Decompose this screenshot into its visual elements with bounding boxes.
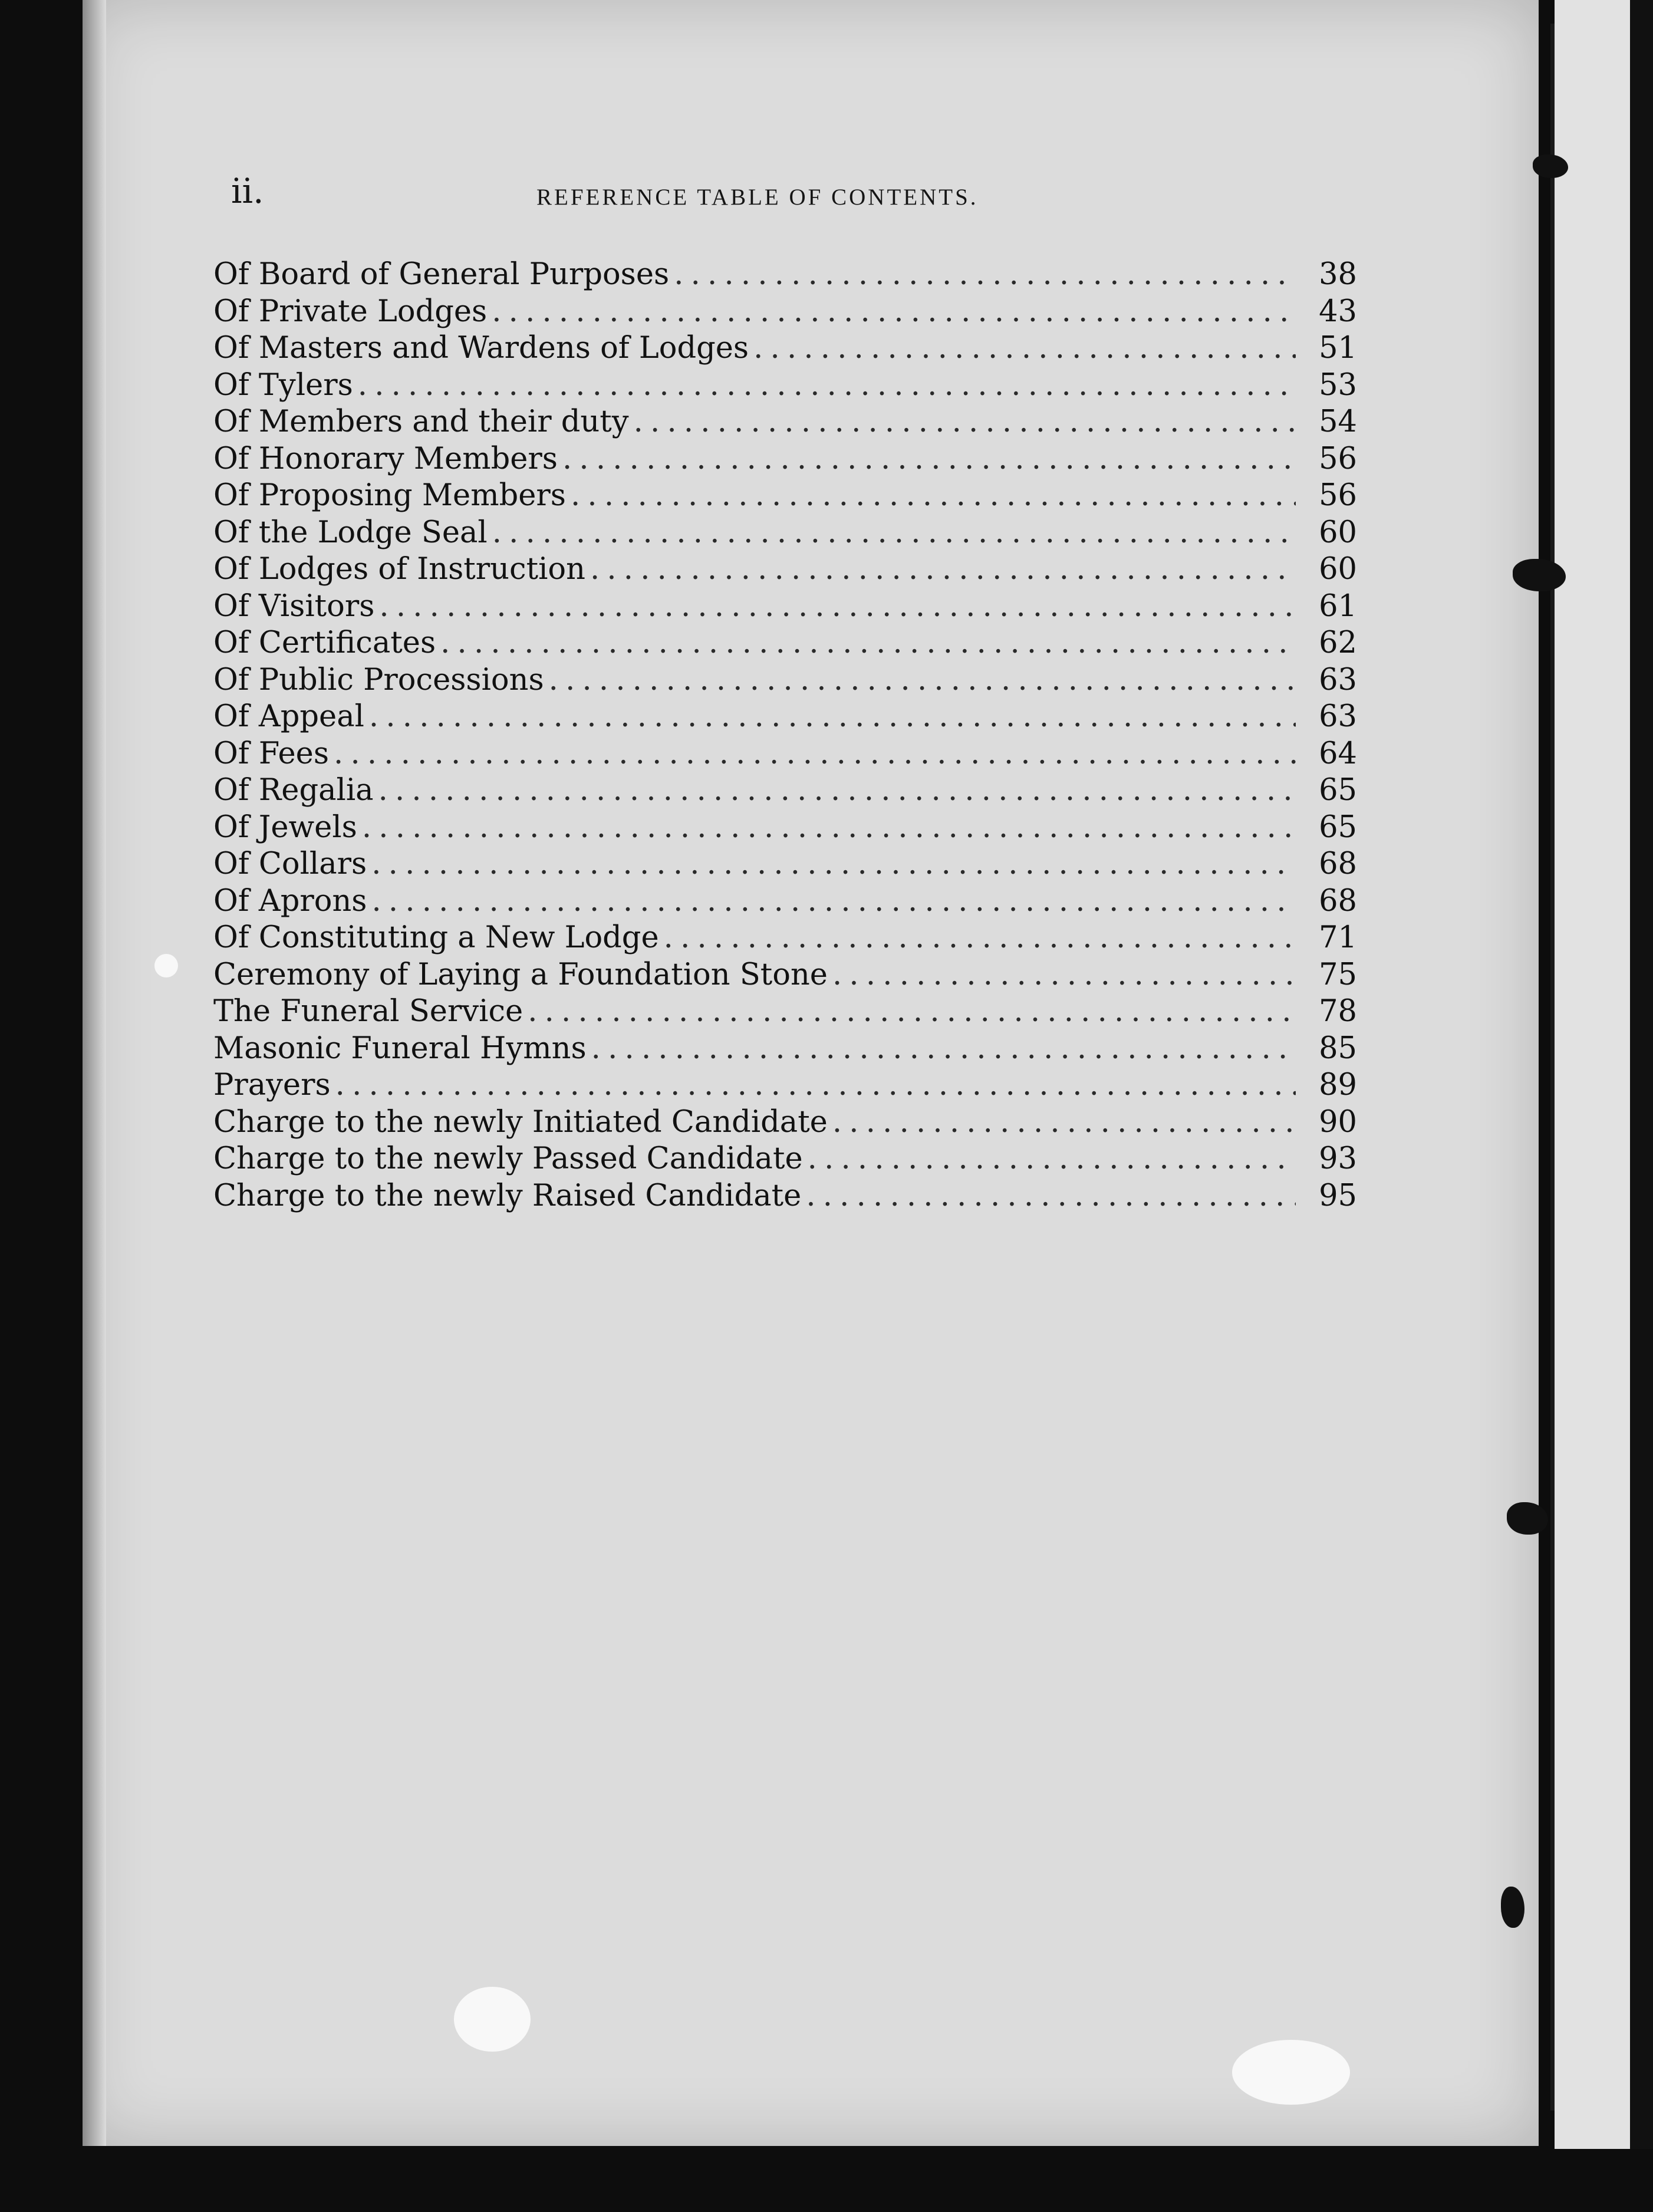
toc-entry-title: Of Public Processions	[213, 662, 544, 697]
toc-entry-title: Ceremony of Laying a Foundation Stone	[213, 957, 828, 992]
toc-entry-page-number: 51	[1319, 331, 1357, 366]
toc-entry-title: Of Private Lodges	[213, 294, 488, 329]
toc-dot-leader	[562, 442, 1296, 476]
toc-entry-title: Charge to the newly Initiated Candidate	[213, 1104, 828, 1140]
toc-dot-leader	[362, 810, 1296, 845]
toc-entry-title: Of Honorary Members	[213, 441, 558, 476]
toc-entry-page-number: 63	[1319, 699, 1357, 734]
toc-entry-page-number: 78	[1319, 994, 1357, 1029]
toc-entry-page-number: 95	[1319, 1178, 1357, 1213]
toc-entry-page-number: 68	[1319, 883, 1357, 919]
toc-dot-leader	[832, 1105, 1296, 1140]
paper-speck	[154, 954, 178, 977]
toc-dot-leader	[806, 1179, 1296, 1213]
toc-dot-leader	[571, 478, 1296, 513]
toc-entry-title: Prayers	[213, 1068, 331, 1102]
toc-entry-page-number: 68	[1319, 847, 1357, 881]
running-head: REFERENCE TABLE OF CONTENTS.	[536, 185, 979, 210]
toc-dot-leader	[440, 626, 1296, 660]
toc-entry-title: Of Certificates	[213, 626, 436, 660]
binding-line	[1550, 24, 1555, 2111]
toc-entry-title: Charge to the newly Passed Candidate	[213, 1141, 803, 1176]
toc-dot-leader	[358, 368, 1296, 403]
toc-dot-leader	[634, 404, 1296, 439]
toc-entry-title: Of the Lodge Seal	[213, 515, 488, 550]
toc-entry-title: Of Lodges of Instruction	[213, 552, 585, 587]
toc-dot-leader	[334, 736, 1296, 771]
toc-entry-title: Of Regalia	[213, 773, 374, 808]
toc-entry-title: Of Appeal	[213, 699, 364, 734]
toc-dot-leader	[590, 552, 1296, 587]
toc-dot-leader	[808, 1141, 1296, 1176]
toc-dot-leader	[379, 589, 1296, 624]
scan-bottom-edge	[0, 2149, 1653, 2212]
toc-entry-page-number: 43	[1319, 294, 1357, 329]
toc-entry-title: Of Proposing Members	[213, 478, 566, 513]
toc-entry-page-number: 38	[1319, 257, 1357, 292]
toc-dot-leader	[492, 515, 1296, 550]
toc-entry-page-number: 54	[1319, 404, 1357, 439]
toc-entry-title: Of Fees	[213, 736, 330, 771]
toc-entry-title: Of Jewels	[213, 809, 357, 845]
toc-entry-page-number: 64	[1319, 736, 1357, 771]
toc-entry-title: The Funeral Service	[213, 994, 523, 1029]
toc-entry-page-number: 62	[1319, 626, 1357, 660]
toc-dot-leader	[369, 699, 1296, 734]
toc-dot-leader	[335, 1068, 1296, 1102]
toc-dot-leader	[664, 920, 1296, 955]
toc-entry-title: Of Masters and Wardens of Lodges	[213, 331, 749, 366]
toc-dot-leader	[378, 773, 1296, 808]
toc-dot-leader	[528, 994, 1296, 1029]
toc-entry-page-number: 90	[1319, 1104, 1357, 1140]
toc-entry-title: Masonic Funeral Hymns	[213, 1031, 587, 1066]
toc-entry-page-number: 65	[1319, 809, 1357, 845]
toc-entry-title: Of Constituting a New Lodge	[213, 920, 659, 955]
toc-entry-title: Of Tylers	[213, 367, 353, 403]
paper-speck	[1232, 2040, 1350, 2105]
toc-entry-page-number: 56	[1319, 441, 1357, 476]
toc-dot-leader	[674, 257, 1296, 292]
toc-dot-leader	[371, 884, 1296, 919]
page-folio: ii.	[231, 171, 264, 211]
toc-entry-page-number: 93	[1319, 1141, 1357, 1176]
toc-entry-page-number: 89	[1319, 1068, 1357, 1102]
toc-entry-title: Of Visitors	[213, 588, 375, 624]
toc-entry-page-number: 61	[1319, 588, 1357, 624]
paper-speck	[454, 1987, 531, 2052]
toc-entry-page-number: 71	[1319, 920, 1357, 955]
toc-entry	[213, 246, 1357, 292]
toc-entry-title: Of Collars	[213, 847, 367, 881]
toc-entry-title: Of Members and their duty	[213, 404, 629, 439]
toc-entry-page-number: 60	[1319, 552, 1357, 587]
toc-dot-leader	[753, 331, 1296, 366]
binding-stitch-hole	[1533, 154, 1568, 178]
toc-entry-page-number: 60	[1319, 515, 1357, 550]
toc-dot-leader	[492, 294, 1296, 329]
toc-entry-page-number: 53	[1319, 367, 1357, 403]
toc-entry-title: Of Board of General Purposes	[213, 257, 670, 292]
toc-dot-leader	[832, 957, 1296, 992]
page-gutter-shadow	[83, 0, 106, 2146]
toc-entry-page-number: 85	[1319, 1031, 1357, 1066]
toc-dot-leader	[591, 1031, 1296, 1066]
toc-entry-title: Of Aprons	[213, 883, 367, 919]
table-of-contents	[213, 246, 1357, 1213]
toc-entry-page-number: 65	[1319, 773, 1357, 808]
toc-entry-page-number: 56	[1319, 478, 1357, 513]
toc-dot-leader	[371, 847, 1296, 881]
toc-entry-title: Charge to the newly Raised Candidate	[213, 1178, 802, 1213]
scan-right-edge	[1630, 0, 1653, 2212]
toc-entry-page-number: 75	[1319, 957, 1357, 992]
toc-entry-page-number: 63	[1319, 662, 1357, 697]
toc-dot-leader	[549, 663, 1296, 697]
